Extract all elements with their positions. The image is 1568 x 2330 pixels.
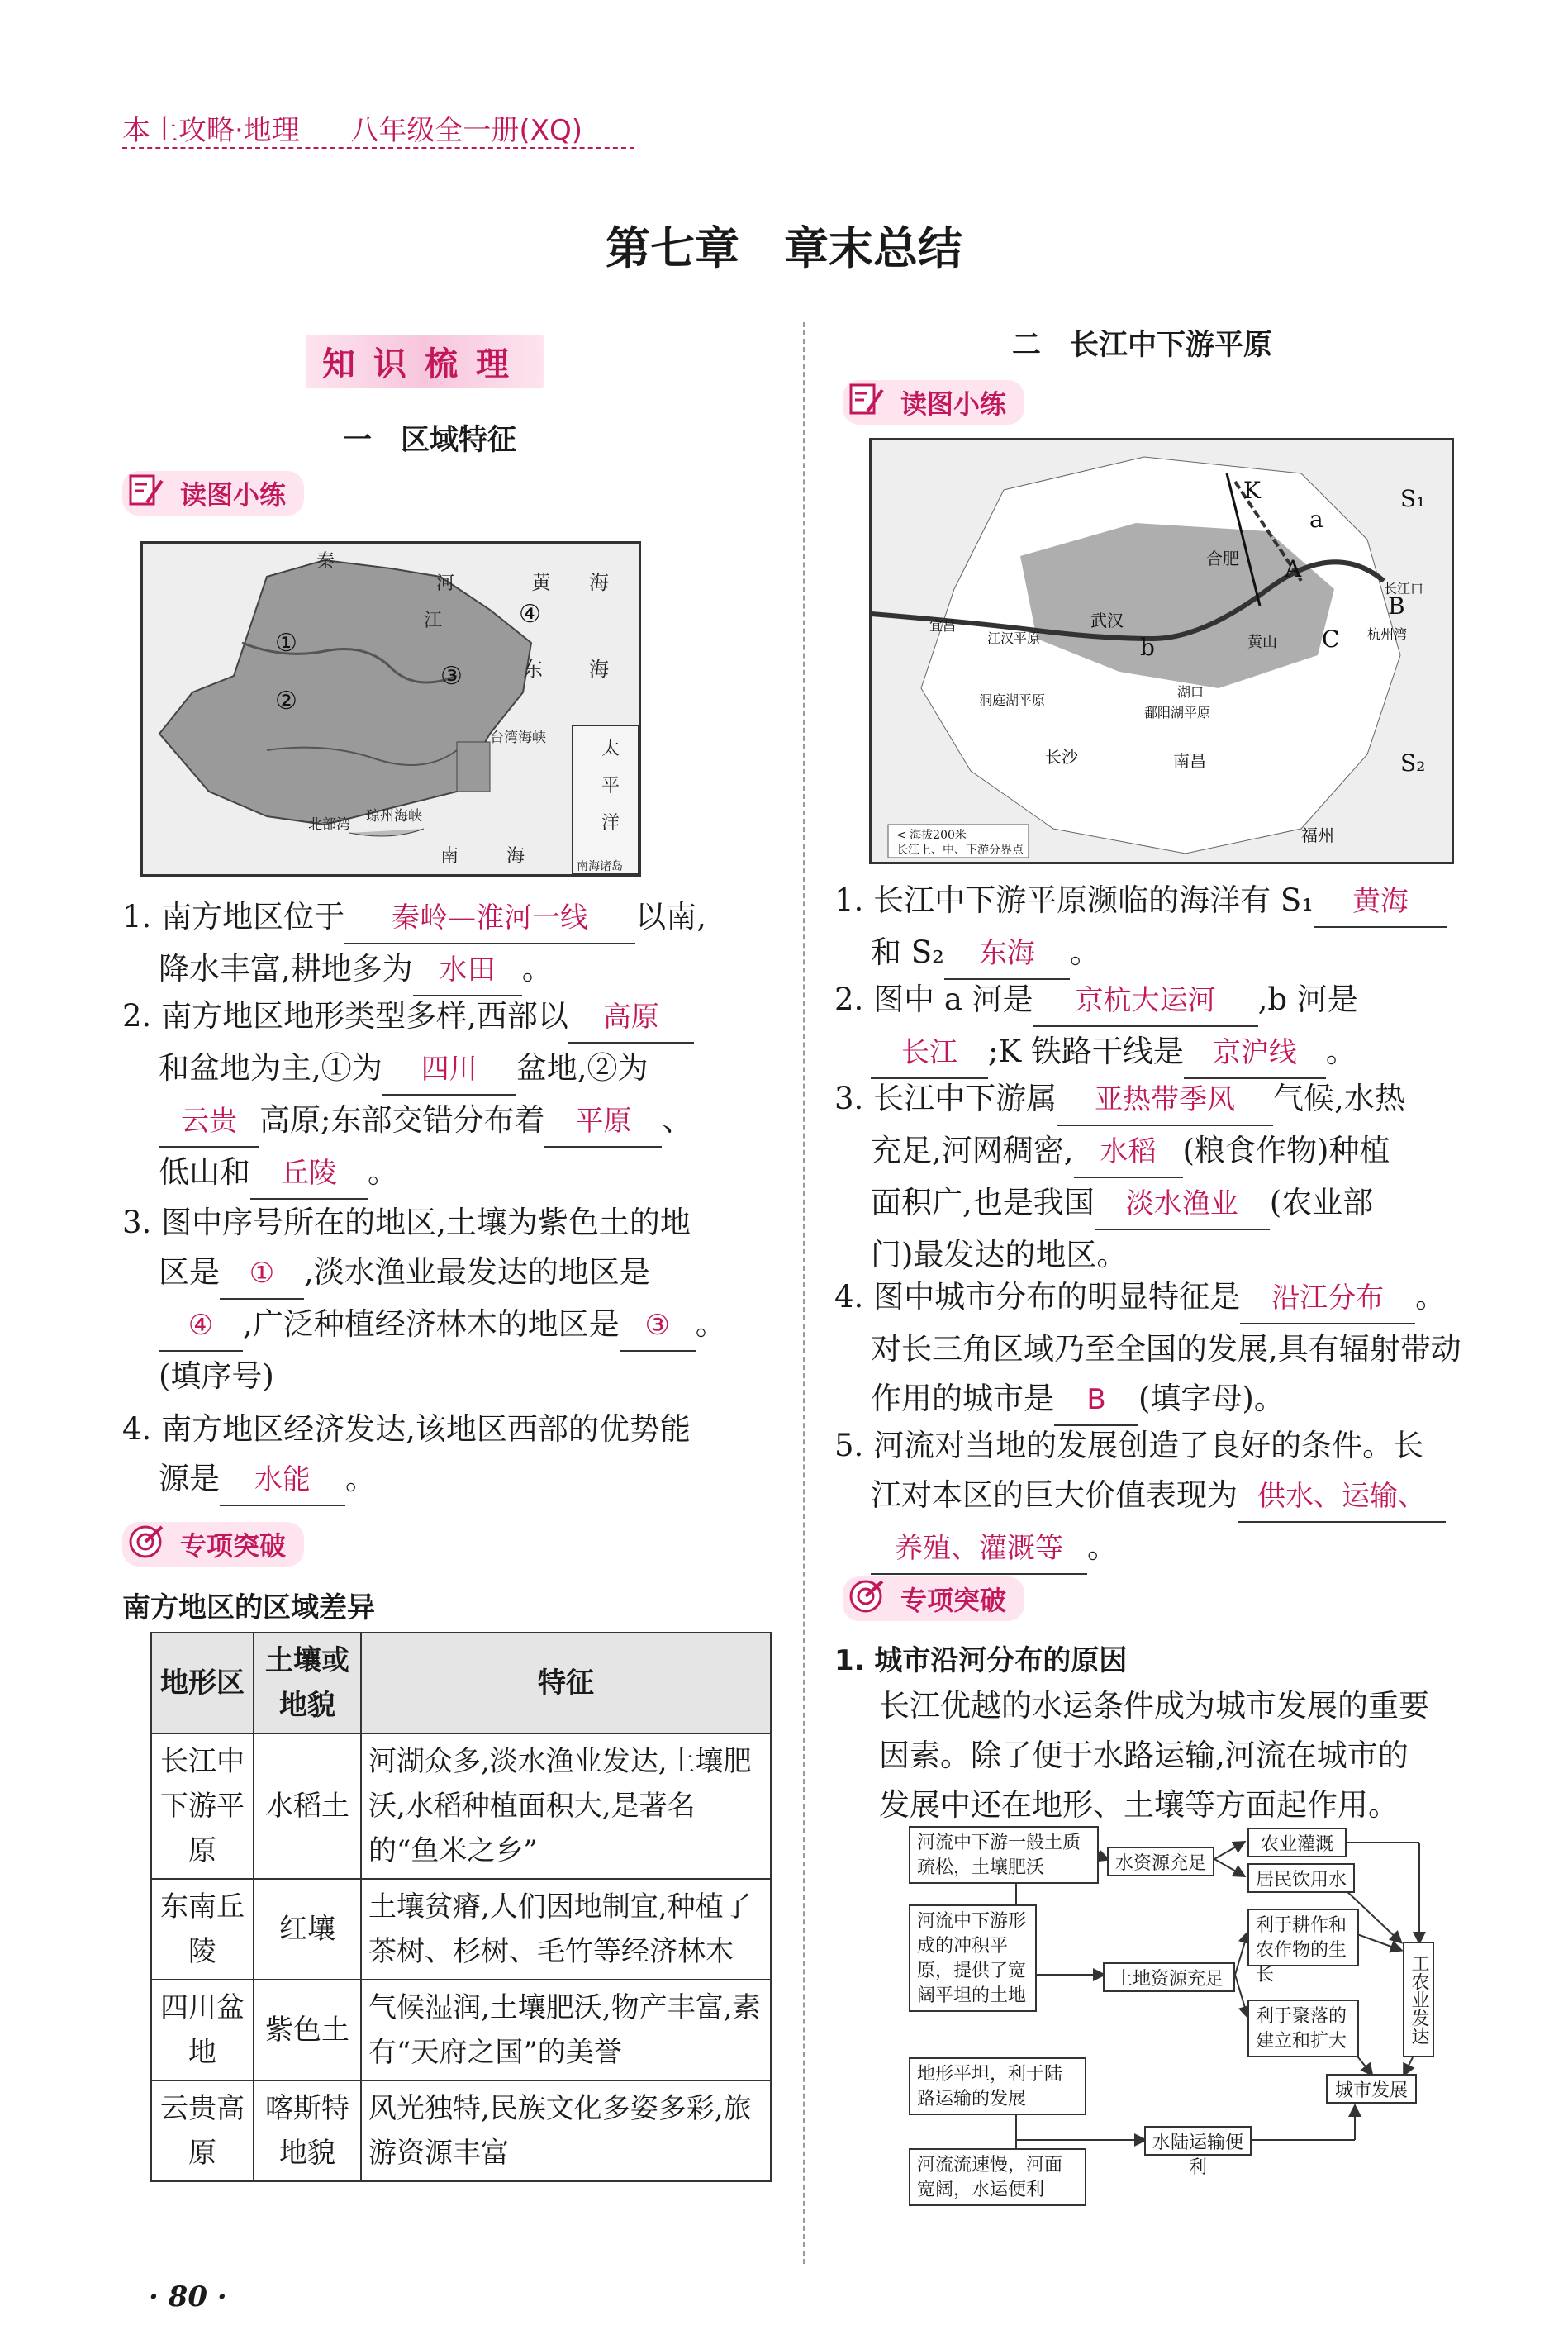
map2-label-hukou: 湖口 — [1177, 684, 1205, 700]
answer-blank: 高原 — [568, 992, 694, 1044]
answer-blank: 平原 — [544, 1096, 662, 1148]
map2-label-B: B — [1388, 592, 1405, 620]
map1-label-qiongzhou: 琼州海峡 — [366, 808, 422, 825]
answer-blank: 京杭大运河 — [1033, 976, 1258, 1027]
map1-label-tai: 太 — [601, 739, 620, 759]
region-table-wrap — [150, 1632, 772, 2182]
map1-label-hai3: 海 — [506, 846, 525, 867]
flow-box-transport: 水陆运输便利 — [1144, 2126, 1252, 2156]
answer-blank: ③ — [620, 1301, 696, 1352]
answer-blank: 亚热带季风 — [1057, 1075, 1273, 1126]
special-topic-title: 1. 城市沿河分布的原因 — [834, 1644, 1128, 1677]
left-question-4: 4. 南方地区经济发达,该地区西部的优势能 源是 水能 。 — [122, 1405, 783, 1506]
region-table — [150, 1632, 772, 2182]
page-title: 第七章 章末总结 — [606, 221, 962, 274]
map2-legend-elevation: < 海拔200米 — [896, 829, 967, 842]
special-topic-tag — [122, 1522, 304, 1567]
target-icon — [127, 1522, 165, 1560]
map1-label-beibuwan: 北部湾 — [308, 816, 350, 833]
flow-box-water-resource: 水资源充足 — [1107, 1847, 1214, 1876]
answer-blank: 秦岭—淮河一线 — [344, 893, 635, 944]
answer-blank: 京沪线 — [1184, 1028, 1326, 1079]
answer-blank: ① — [220, 1248, 304, 1300]
map1-label-yang: 洋 — [601, 813, 620, 834]
map2-label-huangshan: 黄山 — [1247, 634, 1277, 651]
answer-blank: B — [1054, 1375, 1138, 1426]
city-development-flowchart — [909, 1826, 1437, 2214]
page-number: · 80 · — [149, 2280, 227, 2313]
map2-label-K: K — [1243, 477, 1261, 504]
header-underline — [122, 147, 634, 149]
south-china-map — [140, 541, 641, 877]
flow-box-land-resource: 土地资源充足 — [1103, 1962, 1235, 1992]
column-divider — [803, 322, 805, 2264]
map1-label-taiwan: 台湾海峡 — [490, 730, 546, 746]
answer-blank: 长江 — [871, 1028, 988, 1079]
section1-heading: 一 区域特征 — [343, 424, 517, 457]
map2-label-a: a — [1309, 506, 1323, 533]
flow-box-farming: 利于耕作和农作物的生长 — [1247, 1909, 1359, 1966]
yangtze-plain-map — [869, 438, 1454, 864]
flow-box-plain: 河流中下游形成的冲积平原，提供了宽阔平坦的土地 — [909, 1904, 1037, 2012]
map1-region-4: ④ — [519, 600, 541, 629]
flow-box-soil: 河流中下游一般土质疏松，土壤肥沃 — [909, 1826, 1099, 1884]
table-title: 南方地区的区域差异 — [122, 1591, 375, 1624]
map2-label-C: C — [1322, 625, 1340, 653]
map2-legend-boundary: 长江上、中、下游分界点 — [896, 844, 1024, 857]
knowledge-banner: 知识梳理 — [306, 335, 544, 388]
right-question-2: 2. 图中 a 河是 京杭大运河 ,b 河是 长江 ;K 铁路干线是 京沪线 。 — [834, 975, 1504, 1079]
map2-label-S2: S₂ — [1400, 749, 1426, 777]
answer-blank: 四川 — [382, 1044, 516, 1096]
special-topic-label-2: 专项突破 — [900, 1585, 1007, 1616]
map2-label-dongting: 洞庭湖平原 — [979, 692, 1046, 708]
table-row: 云贵高原 喀斯特地貌 风光独特,民族文化多姿多彩,旅游资源丰富 — [151, 2080, 771, 2181]
answer-blank: 黄海 — [1314, 877, 1447, 928]
map1-label-hai2: 海 — [589, 658, 609, 681]
map1-label-qin: 秦 — [316, 551, 335, 572]
table-row: 四川盆地 紫色土 气候湿润,土壤肥沃,物产丰富,素有“天府之国”的美誉 — [151, 1980, 771, 2080]
answer-blank: 养殖、灌溉等 — [871, 1524, 1087, 1575]
special-topic-label: 专项突破 — [180, 1530, 287, 1562]
answer-blank: 供水、运输、 — [1238, 1472, 1446, 1523]
answer-blank: 水稻 — [1074, 1127, 1183, 1178]
table-header: 地形区 — [151, 1633, 254, 1733]
flow-box-terrain: 地形平坦，利于陆路运输的发展 — [909, 2057, 1086, 2115]
right-question-3: 3. 长江中下游属 亚热带季风 气候,水热 充足,河网稠密, 水稻 (粮食作物)种植 面积广,也是我国 淡水渔业 (农业部 门)最发达的地区。 — [834, 1074, 1504, 1280]
map2-city-nanchang: 南昌 — [1173, 751, 1206, 771]
map2-label-changjiangkou: 长江口 — [1384, 581, 1424, 597]
map1-label-dong: 东 — [523, 658, 543, 681]
map2-city-changsha: 长沙 — [1045, 747, 1078, 767]
answer-blank: ④ — [159, 1301, 243, 1352]
book-header — [122, 107, 582, 148]
left-question-3: 3. 图中序号所在的地区,土壤为紫色土的地 区是 ① ,淡水渔业最发达的地区是 ④ ,广泛种植经济林木的地区是 ③ 。 (填序号) — [122, 1205, 726, 1394]
book-name: 本土攻略·地理 — [122, 114, 300, 147]
flow-box-river-speed: 河流流速慢，河面宽阔，水运便利 — [909, 2148, 1086, 2206]
read-map-tag — [122, 471, 304, 516]
answer-blank: 淡水渔业 — [1095, 1179, 1270, 1230]
map2-label-b: b — [1140, 634, 1155, 661]
flow-box-irrigation: 农业灌溉 — [1247, 1828, 1347, 1857]
answer-blank: 水能 — [220, 1455, 345, 1506]
map2-city-fuzhou: 福州 — [1301, 825, 1334, 845]
map1-region-2: ② — [275, 687, 297, 716]
map1-label-ping: 平 — [601, 776, 620, 796]
table-row: 东南丘陵 红壤 土壤贫瘠,人们因地制宜,种植了茶树、杉树、毛竹等经济林木 — [151, 1879, 771, 1980]
map1-label-nan: 南 — [440, 846, 459, 867]
flow-box-city-development: 城市发展 — [1326, 2074, 1417, 2104]
right-question-4: 4. 图中城市分布的明显特征是 沿江分布 。 对长三角区域乃至全国的发展,具有辐射带动 作用的城市是 B (填字母)。 — [834, 1272, 1504, 1426]
table-header: 土壤或地貌 — [254, 1633, 361, 1733]
target-icon — [848, 1576, 886, 1614]
answer-blank: 东海 — [944, 929, 1070, 980]
answer-blank: 水田 — [413, 945, 522, 996]
map1-label-hai: 海 — [589, 571, 609, 594]
left-question-1: 1. 南方地区位于 秦岭—淮河一线 以南, 降水丰富,耕地多为 水田 。 — [122, 892, 767, 996]
table-row: 长江中下游平原 水稻土 河湖众多,淡水渔业发达,土壤肥沃,水稻种植面积大,是著名的“鱼米之乡” — [151, 1733, 771, 1879]
map2-city-yichang: 宜昌 — [929, 618, 957, 634]
table-header: 特征 — [361, 1633, 771, 1733]
map1-label-he: 河 — [436, 573, 455, 594]
pencil-note-icon — [848, 380, 886, 418]
map2-label-A: A — [1285, 555, 1302, 582]
section2-heading: 二 长江中下游平原 — [1012, 329, 1273, 362]
map2-city-wuhan: 武汉 — [1090, 611, 1124, 630]
answer-blank: 云贵 — [159, 1096, 259, 1148]
read-map-label-2: 读图小练 — [900, 388, 1007, 420]
left-question-2: 2. 南方地区地形类型多样,西部以 高原 和盆地为主,①为 四川 盆地,②为 云贵 高原;东部交错分布着 平原 、 低山和 丘陵 。 — [122, 991, 783, 1200]
flow-box-drinking-water: 居民饮用水 — [1247, 1863, 1355, 1893]
map2-label-hangzhouwan: 杭州湾 — [1367, 626, 1408, 642]
flow-box-settlement: 利于聚落的建立和扩大 — [1247, 2000, 1359, 2057]
answer-blank: 沿江分布 — [1240, 1273, 1415, 1324]
special-topic-paragraph: 长江优越的水运条件成为城市发展的重要 因素。除了便于水路运输,河流在城市的 发展中还在地形、土壤等方面起作用。 — [879, 1688, 1429, 1823]
map2-label-jianghan: 江汉平原 — [987, 630, 1041, 646]
map1-label-jiang: 江 — [424, 611, 443, 631]
read-map-tag-2 — [843, 380, 1024, 425]
map1-region-1: ① — [275, 629, 297, 658]
grade-label: 八年级全一册(XQ) — [350, 114, 583, 147]
read-map-label: 读图小练 — [180, 479, 287, 511]
flow-box-industry-agriculture: 工农业发达 — [1403, 1942, 1434, 2057]
pencil-note-icon — [127, 471, 165, 509]
map1-label-huang: 黄 — [531, 571, 551, 594]
map2-city-hefei: 合肥 — [1206, 549, 1239, 568]
map2-label-S1: S₁ — [1400, 485, 1426, 512]
map2-label-poyang: 鄱阳湖平原 — [1144, 705, 1211, 720]
map1-region-3: ③ — [440, 662, 463, 691]
special-topic-tag-2 — [843, 1576, 1024, 1621]
map1-label-nanhai-inset: 南海诸岛 — [577, 860, 623, 873]
right-question-1: 1. 长江中下游平原濒临的海洋有 S₁ 黄海 和 S₂ 东海 。 — [834, 876, 1504, 980]
answer-blank: 丘陵 — [250, 1148, 368, 1200]
right-question-5: 5. 河流对当地的发展创造了良好的条件。长 江对本区的巨大价值表现为 供水、运输、 养殖、灌溉等 。 — [834, 1421, 1504, 1575]
